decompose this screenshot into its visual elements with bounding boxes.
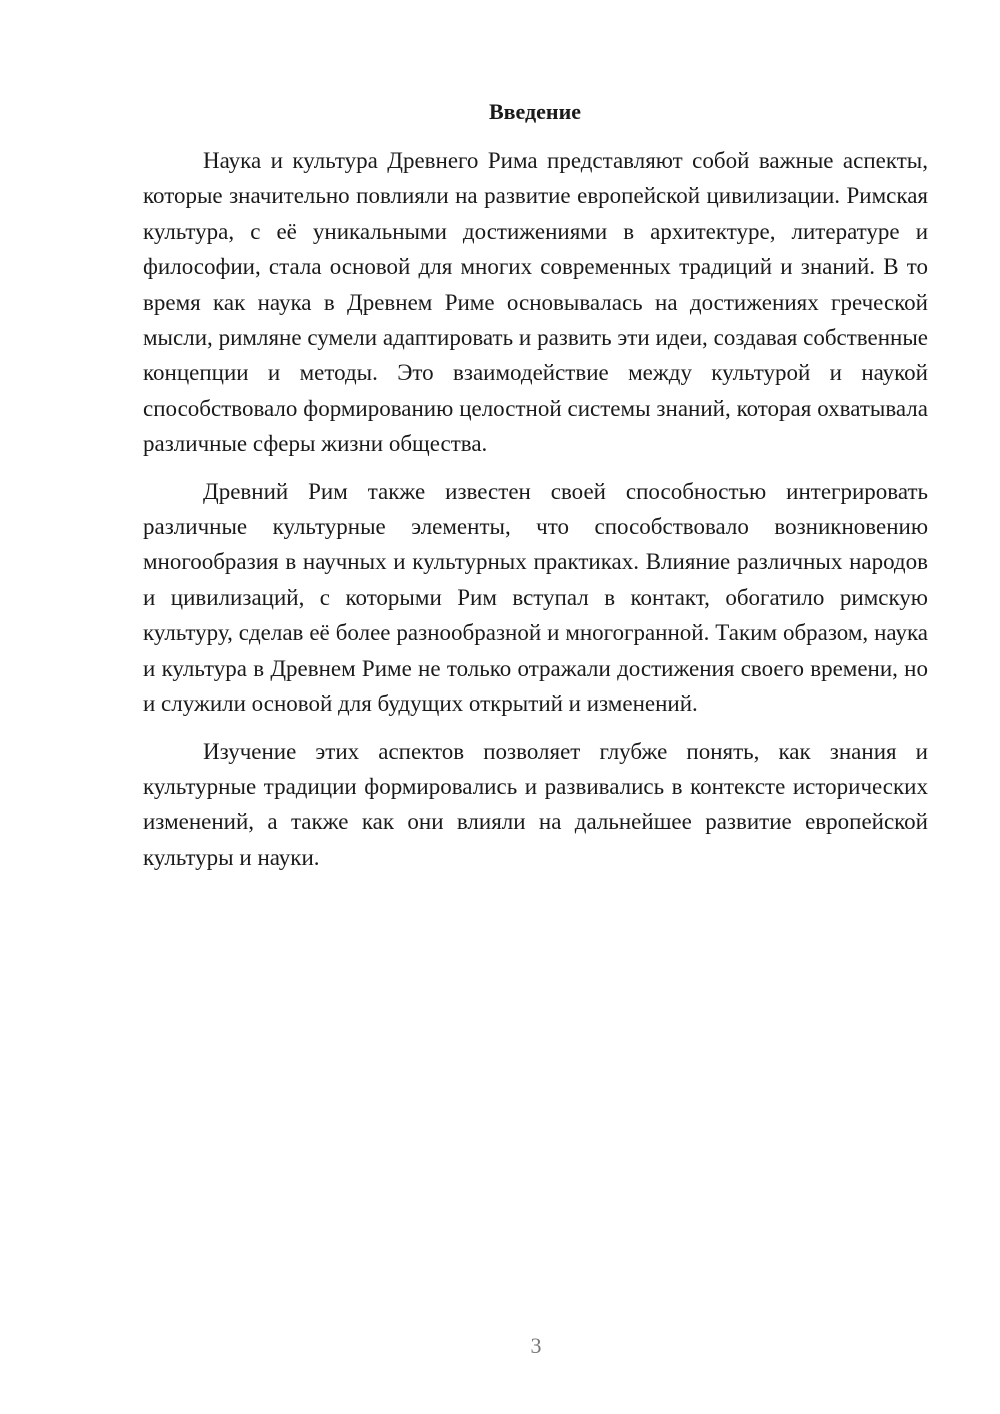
paragraph-3: Изучение этих аспектов позволяет глубже понять, как знания и культурные традиции формировались и развивались в контексте исторических изменений, а также как они влияли на дальнейшее развитие европейской культуры и науки.: [143, 738, 928, 870]
section-title: Введение: [488, 99, 582, 124]
page-number: 3: [530, 1333, 542, 1358]
paragraph-1: Наука и культура Древнего Рима представляют собой важные аспекты, которые значительно повлияли на развитие европейской цивилизации. Римская культура, с её уникальными достижениями в архитектуре, литературе и философии, стала основой для многих современных традиций и знаний. В то время как наука в Древнем Риме основывалась на достижениях греческой мысли, римляне сумели адаптировать и развить эти идеи, создавая собственные концепции и методы. Это взаимодействие между культурой и наукой способствовало формированию целостной системы знаний, которая охватывала различные сферы жизни общества.: [143, 148, 928, 457]
paragraph-2: Древний Рим также известен своей способностью интегрировать различные культурные элементы, что способствовало возникновению многообразия в научных и культурных практиках. Влияние различных народов и цивилизаций, с которыми Рим вступал в контакт, обогатило римскую культуру, сделав её более разнообразной и многогранной. Таким образом, наука и культура в Древнем Риме не только отражали достижения своего времени, но и служили основой для будущих открытий и изменений.: [143, 478, 928, 717]
body-text: [143, 143, 928, 887]
